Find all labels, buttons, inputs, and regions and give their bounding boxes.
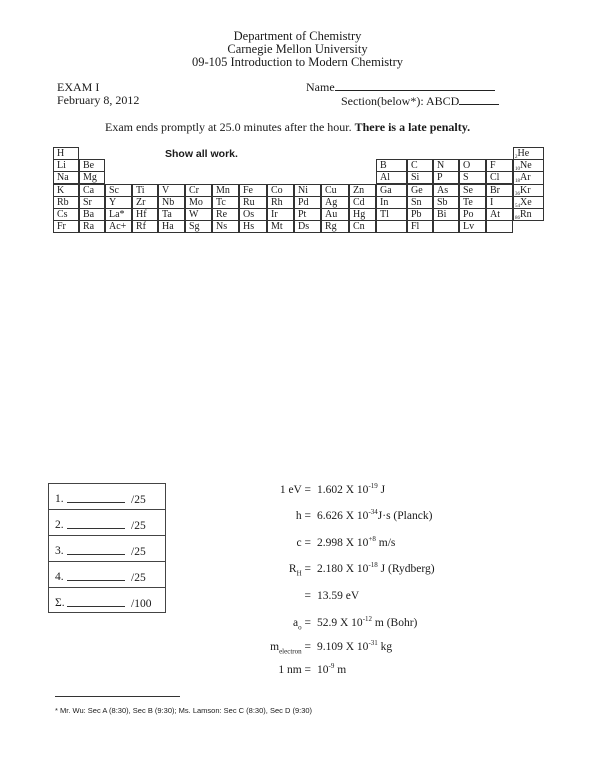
value-exponent: -12 bbox=[362, 615, 373, 623]
value-mantissa: 9.109 X 10 bbox=[317, 641, 369, 653]
element-cell: Sc bbox=[105, 184, 132, 197]
question-number: 4. bbox=[55, 571, 64, 583]
score-table bbox=[48, 483, 166, 613]
element-cell: B bbox=[376, 159, 407, 172]
max-points: /25 bbox=[131, 546, 146, 558]
element-cell: Lv bbox=[459, 220, 486, 233]
element-cell: Pb bbox=[407, 208, 433, 221]
department-heading: Department of Chemistry bbox=[233, 29, 362, 43]
value-exponent: +8 bbox=[368, 535, 376, 543]
name-field[interactable] bbox=[306, 80, 495, 95]
value-unit: J bbox=[377, 484, 386, 496]
value-mantissa: 10 bbox=[317, 664, 329, 676]
constant-symbol: R bbox=[288, 563, 297, 575]
value-unit: J (Rydberg) bbox=[377, 563, 435, 575]
value-exponent: -31 bbox=[368, 639, 378, 647]
element-symbol: Ne bbox=[520, 160, 532, 171]
element-cell: Tc bbox=[212, 196, 239, 209]
element-cell: Ns bbox=[212, 220, 239, 233]
constant-value bbox=[317, 641, 392, 653]
element-symbol: Rn bbox=[520, 209, 532, 220]
element-cell: Al bbox=[376, 171, 407, 184]
element-cell: Fl bbox=[407, 220, 433, 233]
element-cell: At bbox=[486, 208, 513, 221]
value-mantissa: 2.180 X 10 bbox=[317, 563, 369, 575]
element-cell: Fr bbox=[53, 220, 79, 233]
element-cell: In bbox=[376, 196, 407, 209]
constant-value bbox=[317, 664, 346, 676]
element-cell: P bbox=[433, 171, 459, 184]
element-cell: Cs bbox=[53, 208, 79, 221]
element-cell: Y bbox=[105, 196, 132, 209]
score-blank[interactable] bbox=[67, 528, 125, 529]
constant-subscript: H bbox=[296, 569, 302, 578]
element-cell: Cu bbox=[321, 184, 349, 197]
constant-symbol: 1 nm = bbox=[278, 664, 311, 676]
element-cell: C bbox=[407, 159, 433, 172]
equals-sign: = bbox=[301, 563, 311, 575]
element-cell: Os bbox=[239, 208, 267, 221]
score-blank[interactable] bbox=[67, 580, 125, 581]
value-unit: m (Bohr) bbox=[372, 617, 418, 629]
value-unit: m/s bbox=[375, 537, 396, 549]
element-cell: Sr bbox=[79, 196, 105, 209]
element-cell: Cr bbox=[185, 184, 212, 197]
element-cell: Se bbox=[459, 184, 486, 197]
element-cell: Au bbox=[321, 208, 349, 221]
value-exponent: -19 bbox=[368, 482, 378, 490]
value-exponent: -18 bbox=[368, 561, 378, 569]
element-cell: H bbox=[53, 147, 79, 160]
atomic-number: 10 bbox=[515, 167, 520, 172]
element-cell: Na bbox=[53, 171, 79, 184]
name-blank[interactable] bbox=[335, 80, 495, 91]
question-number: 1. bbox=[55, 493, 64, 505]
element-cell: Rg bbox=[321, 220, 349, 233]
score-row bbox=[49, 588, 165, 614]
equals-sign: = bbox=[301, 641, 311, 653]
element-cell: Mt bbox=[267, 220, 294, 233]
constant-label bbox=[278, 664, 311, 676]
question-number: Σ. bbox=[55, 597, 65, 609]
element-cell: Ga bbox=[376, 184, 407, 197]
constant-value bbox=[317, 590, 359, 602]
equals-sign: = bbox=[301, 617, 311, 629]
constant-value bbox=[317, 537, 395, 549]
value-mantissa: 1.602 X 10 bbox=[317, 484, 369, 496]
constant-label bbox=[297, 537, 311, 549]
element-cell: Mo bbox=[185, 196, 212, 209]
element-cell: Bi bbox=[433, 208, 459, 221]
question-number: 3. bbox=[55, 545, 64, 557]
atomic-number: 54 bbox=[515, 204, 520, 209]
element-cell: I bbox=[486, 196, 513, 209]
constant-value bbox=[317, 510, 432, 522]
element-cell: Tl bbox=[376, 208, 407, 221]
value-mantissa: 2.998 X 10 bbox=[317, 537, 369, 549]
element-cell: Fe bbox=[239, 184, 267, 197]
element-cell: Re bbox=[212, 208, 239, 221]
element-cell: Be bbox=[79, 159, 105, 172]
score-blank[interactable] bbox=[67, 502, 125, 503]
notice-text: Exam ends promptly at 25.0 minutes after the hour. bbox=[105, 120, 352, 134]
value-mantissa: 6.626 X 10 bbox=[317, 510, 369, 522]
element-cell: Ds bbox=[294, 220, 321, 233]
element-cell: W bbox=[185, 208, 212, 221]
value-mantissa: 52.9 X 10 bbox=[317, 617, 363, 629]
element-cell: Li bbox=[53, 159, 79, 172]
element-cell: Si bbox=[407, 171, 433, 184]
element-cell: Pt bbox=[294, 208, 321, 221]
element-cell: Br bbox=[486, 184, 513, 197]
constant-label bbox=[296, 510, 311, 522]
constant-symbol: = bbox=[304, 590, 311, 602]
element-cell: N bbox=[433, 159, 459, 172]
element-symbol: Kr bbox=[520, 185, 531, 196]
constant-label bbox=[288, 563, 311, 578]
element-cell: Ra bbox=[79, 220, 105, 233]
section-footnote: * Mr. Wu: Sec A (8:30), Sec B (9:30); Ms. Lamson: Sec C (8:30), Sec D (9:30) bbox=[55, 706, 313, 715]
university-heading: Carnegie Mellon University bbox=[227, 42, 368, 56]
element-cell: O bbox=[459, 159, 486, 172]
score-row bbox=[49, 484, 165, 510]
constant-symbol: m bbox=[270, 641, 280, 653]
element-cell: Pd bbox=[294, 196, 321, 209]
footnote-divider bbox=[55, 696, 180, 697]
element-cell: Ta bbox=[158, 208, 185, 221]
atomic-number: 86 bbox=[515, 216, 520, 221]
constant-symbol: h = bbox=[295, 510, 311, 522]
element-cell: Ag bbox=[321, 196, 349, 209]
element-cell: V bbox=[158, 184, 185, 197]
element-cell: Po bbox=[459, 208, 486, 221]
value-exponent: -34 bbox=[368, 508, 378, 516]
element-cell: Ba bbox=[79, 208, 105, 221]
element-cell: S bbox=[459, 171, 486, 184]
score-row bbox=[49, 536, 165, 562]
max-points: /25 bbox=[131, 494, 146, 506]
element-cell: Nb bbox=[158, 196, 185, 209]
constant-value bbox=[317, 563, 435, 575]
question-number: 2. bbox=[55, 519, 64, 531]
score-blank[interactable] bbox=[67, 606, 125, 607]
value-mantissa: 13.59 eV bbox=[317, 590, 360, 602]
element-cell: Rf bbox=[132, 220, 158, 233]
max-points: /100 bbox=[131, 598, 152, 610]
element-cell: Te bbox=[459, 196, 486, 209]
element-cell: Ca bbox=[79, 184, 105, 197]
constant-value bbox=[317, 484, 385, 496]
max-points: /25 bbox=[131, 572, 146, 584]
score-row bbox=[49, 510, 165, 536]
late-penalty-notice: There is a late penalty. bbox=[354, 120, 471, 134]
element-symbol: Ar bbox=[520, 172, 531, 183]
element-cell: Zr bbox=[132, 196, 158, 209]
element-cell bbox=[376, 220, 407, 233]
periodic-table bbox=[53, 146, 544, 246]
noble-gas-cell bbox=[513, 171, 544, 185]
element-cell: Ir bbox=[267, 208, 294, 221]
element-cell: Ru bbox=[239, 196, 267, 209]
value-exponent: -9 bbox=[328, 662, 335, 670]
atomic-number: 36 bbox=[515, 192, 520, 197]
section-blank[interactable] bbox=[459, 94, 499, 105]
element-cell: F bbox=[486, 159, 513, 172]
element-cell: Hs bbox=[239, 220, 267, 233]
element-cell: Cn bbox=[349, 220, 376, 233]
constant-label bbox=[293, 617, 311, 632]
element-cell: Ni bbox=[294, 184, 321, 197]
element-cell: Mg bbox=[79, 171, 105, 184]
element-cell: Hf bbox=[132, 208, 158, 221]
constant-subscript: electron bbox=[279, 647, 302, 656]
element-cell: K bbox=[53, 184, 79, 197]
element-cell: Zn bbox=[349, 184, 376, 197]
value-unit: kg bbox=[377, 641, 393, 653]
constant-symbol: 1 eV = bbox=[279, 484, 311, 496]
value-unit: J·s (Planck) bbox=[377, 510, 433, 522]
element-cell: Rb bbox=[53, 196, 79, 209]
max-points: /25 bbox=[131, 520, 146, 532]
constant-symbol: c = bbox=[296, 537, 311, 549]
element-symbol: Xe bbox=[520, 197, 532, 208]
course-heading: 09-105 Introduction to Modern Chemistry bbox=[191, 55, 404, 69]
element-cell: Ha bbox=[158, 220, 185, 233]
element-cell: As bbox=[433, 184, 459, 197]
element-cell: Hg bbox=[349, 208, 376, 221]
constant-label bbox=[280, 484, 311, 496]
exam-title: EXAM I bbox=[57, 80, 100, 94]
noble-gas-cell bbox=[513, 208, 544, 221]
constant-value bbox=[317, 617, 417, 629]
element-cell: Ti bbox=[132, 184, 158, 197]
show-work-instruction: Show all work. bbox=[165, 148, 238, 160]
element-cell: Mn bbox=[212, 184, 239, 197]
element-cell: La* bbox=[105, 208, 132, 221]
exam-date: February 8, 2012 bbox=[57, 93, 140, 107]
exam-notice bbox=[105, 120, 470, 135]
section-label: Section(below*): ABCD bbox=[341, 94, 460, 108]
score-blank[interactable] bbox=[67, 554, 125, 555]
value-unit: m bbox=[334, 664, 347, 676]
element-cell: Rh bbox=[267, 196, 294, 209]
section-field[interactable] bbox=[341, 94, 499, 109]
element-cell bbox=[433, 220, 459, 233]
constant-label bbox=[305, 590, 312, 602]
element-cell: Cl bbox=[486, 171, 513, 184]
element-cell bbox=[486, 220, 513, 233]
element-cell: Sb bbox=[433, 196, 459, 209]
constant-subscript: o bbox=[298, 623, 302, 632]
constant-label bbox=[270, 641, 311, 656]
atomic-number: 18 bbox=[515, 179, 520, 184]
element-cell: Co bbox=[267, 184, 294, 197]
name-label: Name bbox=[306, 80, 335, 94]
element-cell: Sg bbox=[185, 220, 212, 233]
element-cell: Sn bbox=[407, 196, 433, 209]
element-cell: Cd bbox=[349, 196, 376, 209]
atomic-number: 2 bbox=[515, 155, 518, 160]
constant-symbol: a bbox=[293, 617, 299, 629]
score-row bbox=[49, 562, 165, 588]
element-cell: Ge bbox=[407, 184, 433, 197]
element-symbol: He bbox=[517, 148, 530, 159]
element-cell: Ac+ bbox=[105, 220, 132, 233]
